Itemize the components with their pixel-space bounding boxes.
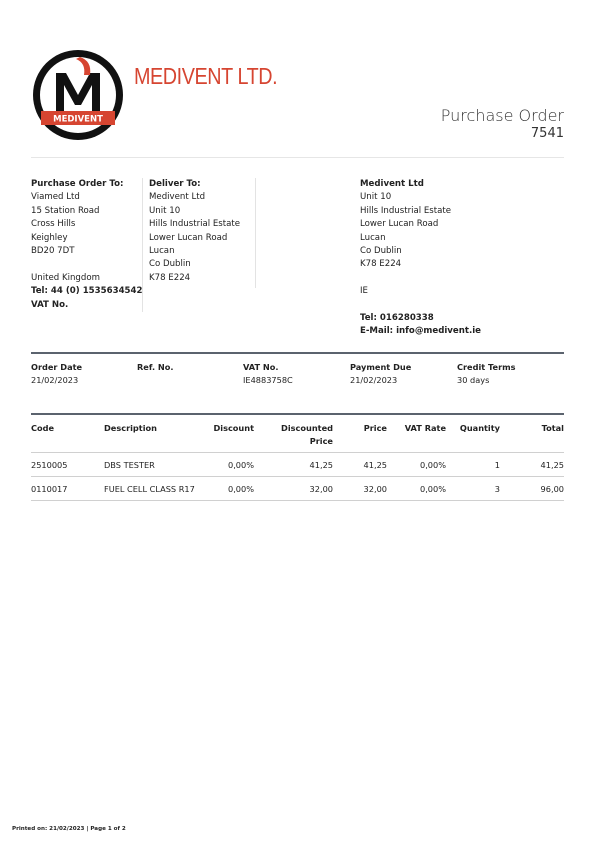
col-header-discount: Discount (213, 423, 254, 433)
table-row-rule (31, 476, 564, 477)
address-line: Cross Hills (31, 219, 76, 230)
credit-terms-label: Credit Terms (457, 362, 516, 372)
ref-label: Ref. No. (137, 362, 174, 372)
order-date-value: 21/02/2023 (31, 375, 79, 385)
address-line: United Kingdom (31, 272, 100, 283)
cell-description: FUEL CELL CLASS R17 (104, 484, 195, 494)
supplier-vat: VAT No. (31, 299, 69, 310)
column-divider (142, 178, 143, 312)
order-date-label: Order Date (31, 362, 83, 372)
table-divider (31, 413, 564, 415)
cell-quantity: 1 (494, 460, 500, 470)
address-line: Keighley (31, 232, 68, 243)
cell-discounted-price: 41,25 (309, 460, 333, 470)
col-header-description: Description (104, 423, 157, 433)
address-spacer (360, 299, 481, 312)
order-info-divider (31, 352, 564, 354)
deliver-to-block (149, 178, 240, 285)
address-line: Co Dublin (149, 259, 191, 270)
address-line: Hills Industrial Estate (149, 219, 241, 230)
vat-value: IE4883758C (243, 375, 293, 385)
vat-label: VAT No. (243, 362, 279, 372)
col-header-total: Total (541, 423, 564, 433)
company-heading: Medivent Ltd (360, 179, 424, 189)
col-header-discounted-line2: Price (309, 436, 333, 446)
cell-vat-rate: 0,00% (419, 460, 446, 470)
brand-wordmark: MEDIVENT LTD. (134, 63, 278, 89)
table-row-rule (31, 500, 564, 501)
cell-code: 2510005 (31, 460, 68, 470)
col-header-vat-rate: VAT Rate (404, 423, 446, 433)
cell-code: 0110017 (31, 484, 68, 494)
address-line: Medivent Ltd (149, 192, 206, 203)
address-line: IE (360, 286, 368, 297)
cell-total: 41,25 (540, 460, 564, 470)
address-line: Lucan (149, 246, 175, 257)
address-line: K78 E224 (360, 259, 402, 270)
cell-vat-rate: 0,00% (419, 484, 446, 494)
address-line: Unit 10 (149, 205, 181, 216)
company-address-block (360, 178, 481, 339)
address-line: Unit 10 (360, 192, 392, 203)
address-line: Lower Lucan Road (360, 219, 439, 230)
address-spacer (31, 258, 143, 271)
address-line: K78 E224 (149, 272, 191, 283)
cell-total: 96,00 (540, 484, 564, 494)
company-tel: Tel: 016280338 (360, 313, 434, 324)
deliver-to-heading: Deliver To: (149, 179, 201, 189)
purchase-order-to-heading: Purchase Order To: (31, 179, 124, 189)
cell-discount: 0,00% (227, 460, 254, 470)
medivent-logo-icon (32, 49, 124, 141)
address-line: Lucan (360, 232, 386, 243)
col-header-discounted-price (281, 422, 333, 448)
address-line: Co Dublin (360, 246, 402, 257)
address-line: BD20 7DT (31, 246, 75, 257)
table-header-rule (31, 452, 564, 453)
cell-price: 32,00 (363, 484, 387, 494)
page-footer: Printed on: 21/02/2023 | Page 1 of 2 (12, 826, 126, 832)
col-header-code: Code (31, 423, 55, 433)
company-logo (32, 49, 124, 141)
purchase-order-to-block (31, 178, 143, 312)
col-header-quantity: Quantity (459, 423, 500, 433)
cell-description: DBS TESTER (104, 460, 155, 470)
document-number: 7541 (530, 126, 564, 141)
address-line: Viamed Ltd (31, 192, 80, 203)
address-line: Lower Lucan Road (149, 232, 228, 243)
col-header-price: Price (363, 423, 387, 433)
document-title: Purchase Order (440, 106, 564, 125)
address-line: Hills Industrial Estate (360, 205, 452, 216)
column-divider (255, 178, 256, 288)
svg-text:MEDIVENT: MEDIVENT (53, 114, 103, 125)
header-divider (31, 157, 564, 158)
col-header-discounted-line1: Discounted (281, 423, 333, 433)
company-email: E-Mail: info@medivent.ie (360, 326, 481, 337)
payment-due-label: Payment Due (350, 362, 412, 372)
cell-discounted-price: 32,00 (309, 484, 333, 494)
address-spacer (360, 272, 481, 285)
cell-discount: 0,00% (227, 484, 254, 494)
credit-terms-value: 30 days (457, 375, 490, 385)
cell-quantity: 3 (494, 484, 500, 494)
address-line: 15 Station Road (31, 205, 100, 216)
cell-price: 41,25 (363, 460, 387, 470)
supplier-tel: Tel: 44 (0) 1535634542 (31, 286, 143, 297)
payment-due-value: 21/02/2023 (350, 375, 398, 385)
